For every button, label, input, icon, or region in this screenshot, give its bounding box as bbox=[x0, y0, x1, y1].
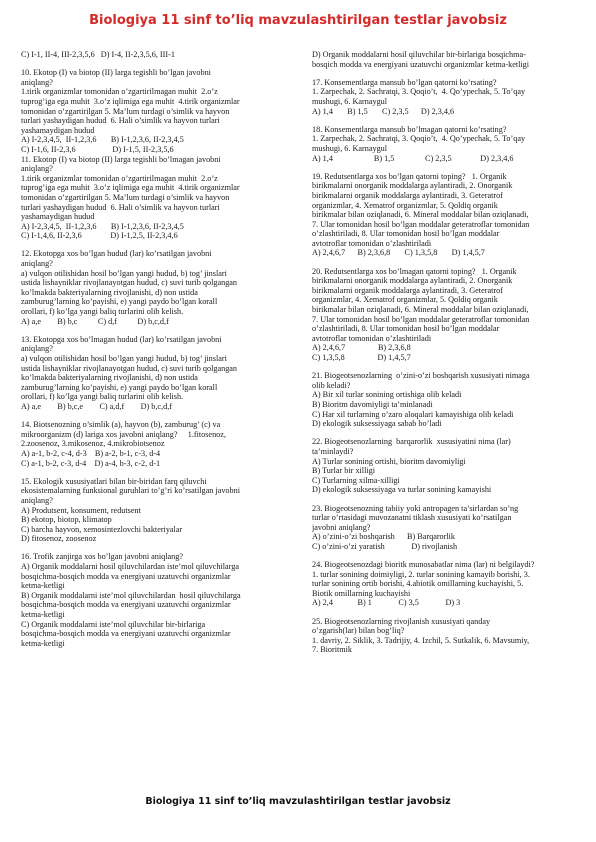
text-line: B) Bioritm davomiyligi ta’minlanadi bbox=[312, 399, 433, 409]
text-line: A) 2,4 B) 1 C) 3,5 D) 3 bbox=[312, 598, 461, 608]
text-line: C) Organik moddalarni iste’mol qiluvchilar bir-birlariga bbox=[21, 619, 206, 629]
text-line: 21. Biogeotsenozlarning o’zini-o’zi boshqarish xususiyati nimaga bbox=[312, 371, 530, 381]
question-block bbox=[21, 335, 293, 412]
text-line: o’zlashtiriladi, 8. Ular tomonidan hosil bo’lgan moddalar bbox=[312, 324, 500, 334]
text-line: ketma-ketligi bbox=[21, 638, 65, 648]
text-line: 25. Biogeotsenozlarning rivojlanish xususiyati qanday bbox=[312, 616, 491, 626]
text-line: 1.tirik organizmlar tomonidan o’zgartirilmagan muhit 2.o’z bbox=[21, 87, 218, 97]
text-line: A) a-1, b-2, c-4, d-3 B) a-2, b-1, c-3, d-4 bbox=[21, 448, 161, 458]
text-line: aniqlang? bbox=[21, 259, 53, 269]
question-block bbox=[312, 617, 584, 655]
question-block bbox=[312, 267, 584, 363]
question-block bbox=[312, 78, 584, 116]
text-line: ta’minlaydi? bbox=[312, 446, 354, 456]
text-line: a) vulqon otilishidan hosil bo’lgan yangi hudud, b) tog’ jinslari bbox=[21, 354, 227, 363]
text-line: D) ekologik suksessiyaga va turlar sonining kamayishi bbox=[312, 485, 492, 495]
text-line: ekosistemalarning funksional guruhlari to’g’ri ko’rsatilgan javobni bbox=[21, 486, 240, 496]
text-line: turlari yashaydigan hudud 6. Hali o’simlik va hayvon turlari bbox=[21, 202, 220, 212]
text-line: A) Bir xil turlar sonining ortishiga olib keladi bbox=[312, 390, 462, 400]
text-line: A) 2,4,6,7 B) 2,3,6,8 bbox=[312, 343, 411, 353]
text-line: 16. Trofik zanjirga xos bo’lgan javobni aniqlang? bbox=[21, 552, 183, 562]
text-line: C) Turlarning xilma-xilligi bbox=[312, 475, 400, 485]
text-line: birikmalarni organik moddalarga aylantiradi, 3. Geteratrof bbox=[312, 285, 503, 295]
text-line: ustida lishayniklar rivojlanayotgan hudud, c) suvi turib qolgangan bbox=[21, 278, 238, 288]
text-line: D) fitosenoz, zoosenoz bbox=[21, 534, 97, 544]
text-line: 17. Konsementlarga mansub bo’lgan qatorni ko’rsating? bbox=[312, 77, 497, 87]
question-block bbox=[312, 560, 584, 608]
text-line: Biotik omillarning kuchayishi bbox=[312, 588, 411, 598]
text-line: 7. Ular tomonidan hosil bo’lgan moddalar geteratroflar tomonidan bbox=[312, 314, 530, 324]
text-line: 10. Ekotop (I) va biotop (II) larga tegishli bo’lgan javobni bbox=[21, 68, 211, 78]
text-line: bosqichma-bosqich modda va energiyani uzatuvchi organizmlar bbox=[21, 629, 231, 639]
text-line: tomonidan o’zgartirilgan 5. Ma’lum turdagi o’simlik va hayvon bbox=[21, 106, 230, 116]
text-line: aniqlang? bbox=[21, 164, 53, 174]
text-line: turlari yashaydigan hudud 6. Hali o’simlik va hayvon turlari bbox=[21, 116, 220, 126]
question-block bbox=[21, 249, 293, 326]
question-block bbox=[312, 371, 584, 429]
text-line: 20. Redutsentlarga xos bo’lmagan qatorni toping? 1. Organik bbox=[312, 266, 517, 276]
text-line: birikmalar bilan oziqlanadi, 6. Mineral moddalar bilan oziqlanadi, bbox=[312, 305, 529, 315]
text-line: 13. Ekotopga xos bo’lmagan hudud (lar) ko’rsatilgan javobni bbox=[21, 334, 222, 344]
text-line: 15. Ekologik xususiyatlari bilan bir-biridan farq qiluvchi bbox=[21, 476, 207, 486]
text-line: C) I-1, II-4, III-2,3,5,6 D) I-4, II-2,3,5,6, III-1 bbox=[21, 50, 175, 59]
text-line: C) Har xil turlarning o’zaro aloqalari kamayishiga olib keladi bbox=[312, 409, 514, 419]
text-line: zamburug’larning ko’payishi, e) yangi paydo bo’lgan korall bbox=[21, 297, 218, 307]
text-line: A) Turlar sonining ortishi, bioritm davomiyligi bbox=[312, 456, 466, 466]
text-line: ustida lishayniklar rivojlanayotgan hudud, c) suvi turib qolgangan bbox=[21, 363, 238, 373]
text-line: A) 2,4,6,7 B) 2,3,6,8 C) 1,3,5,8 D) 1,4,5,7 bbox=[312, 248, 485, 258]
text-line: yashamaydigan hudud bbox=[21, 212, 95, 222]
text-line: 2.zoosenoz, 3.mikosenoz, 4.mikrobiotsenoz bbox=[21, 439, 165, 449]
text-line: 1. davriy, 2. Siklik, 3. Tadrijiy, 4. Izchil, 5. Sutkalik, 6. Mavsumiy, bbox=[312, 635, 530, 645]
text-line: 22. Biogeotsenozlarning barqarorlik xususiyatini nima (lar) bbox=[312, 437, 511, 447]
left-column bbox=[21, 50, 293, 657]
text-line: A) Organik moddalarni hosil qiluvchilardan iste’mol qiluvchilarga bbox=[21, 562, 239, 572]
text-line: birikmalarni organik moddalarga aylantiradi, 3. Geteratrof bbox=[312, 190, 503, 200]
text-line: ketma-ketligi bbox=[21, 610, 65, 620]
text-line: A) 1,4 B) 1,5 C) 2,3,5 D) 2,3,4,6 bbox=[312, 106, 455, 116]
text-line: 7. Bioritmik bbox=[312, 645, 353, 655]
text-line: C) 1,3,5,8 D) 1,4,5,7 bbox=[312, 353, 411, 362]
text-line: C) o’zini-o’zi yaratish D) rivojlanish bbox=[312, 541, 458, 551]
text-line: 1. turlar sonining doimiyligi, 2. turlar sonining kamayib borishi, 3. bbox=[312, 569, 530, 579]
text-line: B) Turlar bir xilligi bbox=[312, 466, 376, 476]
text-line: C) I-1,4,6, II-2,3,6 D) I-1,2,5, II-2,3,4,6 bbox=[21, 231, 178, 241]
question-block bbox=[21, 420, 293, 468]
text-line: mushugi, 6. Karnaygul bbox=[312, 96, 388, 106]
text-line: A) o’zini-o’zi boshqarish B) Barqarorlik bbox=[312, 532, 456, 542]
text-line: A) Produtsent, konsument, redutsent bbox=[21, 505, 141, 515]
text-line: 7. Ular tomonidan hosil bo’lgan moddalar geteratroflar tomonidan bbox=[312, 219, 530, 229]
text-line: A) I-2,3,4,5, II-1,2,3,6 B) I-1,2,3,6, II-2,3,4,5 bbox=[21, 135, 184, 145]
text-line: tuprog’iga ega muhit 3.o’z iqlimiga ega muhit 4.tirik organizmlar bbox=[21, 96, 240, 106]
text-line: turlar o’rtasidagi muvozanatni tiklash xususiyati ko’rsatilgan bbox=[312, 513, 512, 523]
text-line: ko’lmakda bakteriyalarning rivojlanishi, d) non ustida bbox=[21, 287, 198, 297]
question-block bbox=[312, 437, 584, 495]
text-line: orollari, f) ko’lga yangi baliq turlarini olib kelish. bbox=[21, 392, 184, 402]
text-line: tomonidan o’zgartirilgan 5. Ma’lum turdagi o’simlik va hayvon bbox=[21, 192, 230, 202]
text-line: aniqlang? bbox=[21, 495, 53, 505]
text-line: ko’lmakda bakteriyalarning rivojlanishi, d) non ustida bbox=[21, 373, 198, 383]
text-line: A) I-2,3,4,5, II-1,2,3,6 B) I-1,2,3,6, II-2,3,4,5 bbox=[21, 221, 184, 231]
text-line: o’zgarish(lar) bilan bog’liq? bbox=[312, 626, 405, 636]
text-line: javobni aniqlang? bbox=[312, 522, 371, 532]
text-line: mikroorganizm (d) lariga xos javobni aniqlang? 1.fitosenoz, bbox=[21, 429, 226, 439]
text-line: birikmalarni onorganik moddalarga aylantiradi, 2. Onorganik bbox=[312, 181, 513, 191]
question-block bbox=[21, 552, 293, 648]
text-line: olib keladi? bbox=[312, 380, 351, 390]
text-line: bosqich modda va energiyani uzatuvchi organizmlar ketma-ketligi bbox=[312, 59, 530, 69]
text-line: A) a,e B) b,c C) d,f D) b,c,d,f bbox=[21, 316, 169, 326]
page-footer: Biologiya 11 sinf to’liq mavzulashtirilgan testlar javobsiz bbox=[145, 796, 451, 807]
text-line: C) barcha hayvon, xemosintezlovchi bakteriyalar bbox=[21, 524, 183, 534]
text-line: bosqichma-bosqich modda va energiyani uzatuvchi organizmlar bbox=[21, 600, 231, 610]
text-line: a) vulqon otilishidan hosil bo’lgan yangi hudud, b) tog’ jinslari bbox=[21, 268, 227, 278]
page-header: Biologiya 11 sinf to’liq mavzulashtirilgan testlar javobsiz bbox=[89, 13, 507, 28]
text-line: 1. Zarpechak, 2. Sachratqi, 3. Qoqio’t, 4. Qo’ypechak, 5. To’qay bbox=[312, 87, 526, 97]
text-line: 24. Biogeotsenozdagi bioritk munosabatlar nima (lar) ni belgilaydi? bbox=[312, 560, 535, 570]
text-line: 12. Ekotopga xos bo’lgan hudud (lar) ko’rsatilgan javobni bbox=[21, 249, 212, 259]
text-line: aniqlang? bbox=[21, 344, 53, 354]
text-line: A) 1,4 B) 1,5 C) 2,3,5 D) 2,3,4,6 bbox=[312, 153, 514, 163]
text-line: 1. Zarpechak, 2. Sachratqi, 3. Qoqio’t, 4. Qo’ypechak, 5. To’qay bbox=[312, 134, 526, 144]
text-line: birikmalarni onorganik moddalarga aylantiradi, 2. Onorganik bbox=[312, 276, 513, 286]
text-line: organizmlar, 4. Xematrof organizmlar, 5. Qoldiq organik bbox=[312, 295, 498, 305]
text-line: avtotroflar tomonidan o’zlashtiriladi bbox=[312, 333, 432, 343]
question-block bbox=[312, 172, 584, 258]
question-block bbox=[21, 50, 293, 60]
text-line: ketma-ketligi bbox=[21, 581, 65, 591]
text-line: organizmlar, 4. Xematrof organizmlar, 5. Qoldiq organik bbox=[312, 200, 498, 210]
text-line: 1.tirik organizmlar tomonidan o’zgartirilmagan muhit 2.o’z bbox=[21, 173, 218, 183]
right-column bbox=[312, 50, 584, 664]
question-block bbox=[21, 68, 293, 241]
text-line: yashamaydigan hudud bbox=[21, 125, 95, 135]
text-line: 19. Redutsentlarga xos bo’lgan qatorni toping? 1. Organik bbox=[312, 171, 507, 181]
text-line: zamburug’larning ko’payishi, e) yangi paydo bo’lgan korall bbox=[21, 382, 218, 392]
text-line: tuprog’iga ega muhit 3.o’z iqlimiga ega muhit 4.tirik organizmlar bbox=[21, 183, 240, 193]
text-line: orollari, f) ko’lga yangi baliq turlarini olib kelish. bbox=[21, 307, 184, 317]
question-block bbox=[312, 50, 584, 69]
text-line: 14. Biotsenozning o’simlik (a), hayvon (b), zamburug’ (c) va bbox=[21, 420, 221, 430]
text-line: A) a,e B) b,c,e C) a,d,f D) b,c,d,f bbox=[21, 401, 172, 411]
text-line: aniqlang? bbox=[21, 77, 53, 87]
text-line: B) Organik moddalarni iste’mol qiluvchilardan hosil qiluvchilarga bbox=[21, 590, 241, 600]
question-block bbox=[312, 504, 584, 552]
text-line: D) Organik moddalarni hosil qiluvchilar bir-birlariga bosqichma- bbox=[312, 50, 526, 59]
text-line: birikmalar bilan oziqlanadi, 6. Mineral moddalar bilan oziqlanadi, bbox=[312, 210, 529, 220]
text-line: D) ekologik suksessiyaga sabab bo’ladi bbox=[312, 419, 442, 429]
text-line: avtotroflar tomonidan o’zlashtiriladi bbox=[312, 238, 432, 248]
text-line: 18. Konsementlarga mansub bo’lmagan qatorni ko’rsating? bbox=[312, 124, 507, 134]
text-line: mushugi, 6. Karnaygul bbox=[312, 143, 388, 153]
text-line: 23. Biogeotsenozning tabiiy yoki antropagen ta’sirlardan so’ng bbox=[312, 503, 519, 513]
question-block bbox=[312, 125, 584, 163]
text-line: 11. Ekotop (I) va biotop (II) larga tegishli bo’lmagan javobni bbox=[21, 154, 221, 164]
text-line: C) I-1,6, II-2,3,6 D) I-1,5, II-2,3,5,6 bbox=[21, 144, 174, 154]
question-block bbox=[21, 477, 293, 544]
text-line: C) a-1, b-2, c-3, d-4 D) a-4, b-3, c-2, d-1 bbox=[21, 458, 161, 468]
text-line: turlar sonining ortib borishi, 4.abiotik omillarning kuchayishi, 5. bbox=[312, 579, 524, 589]
text-line: B) ekotop, biotop, klimatop bbox=[21, 515, 112, 525]
text-line: o’zlashtiriladi, 8. Ular tomonidan hosil bo’lgan moddalar bbox=[312, 229, 500, 239]
text-line: bosqichma-bosqich modda va energiyani uzatuvchi organizmlar bbox=[21, 571, 231, 581]
